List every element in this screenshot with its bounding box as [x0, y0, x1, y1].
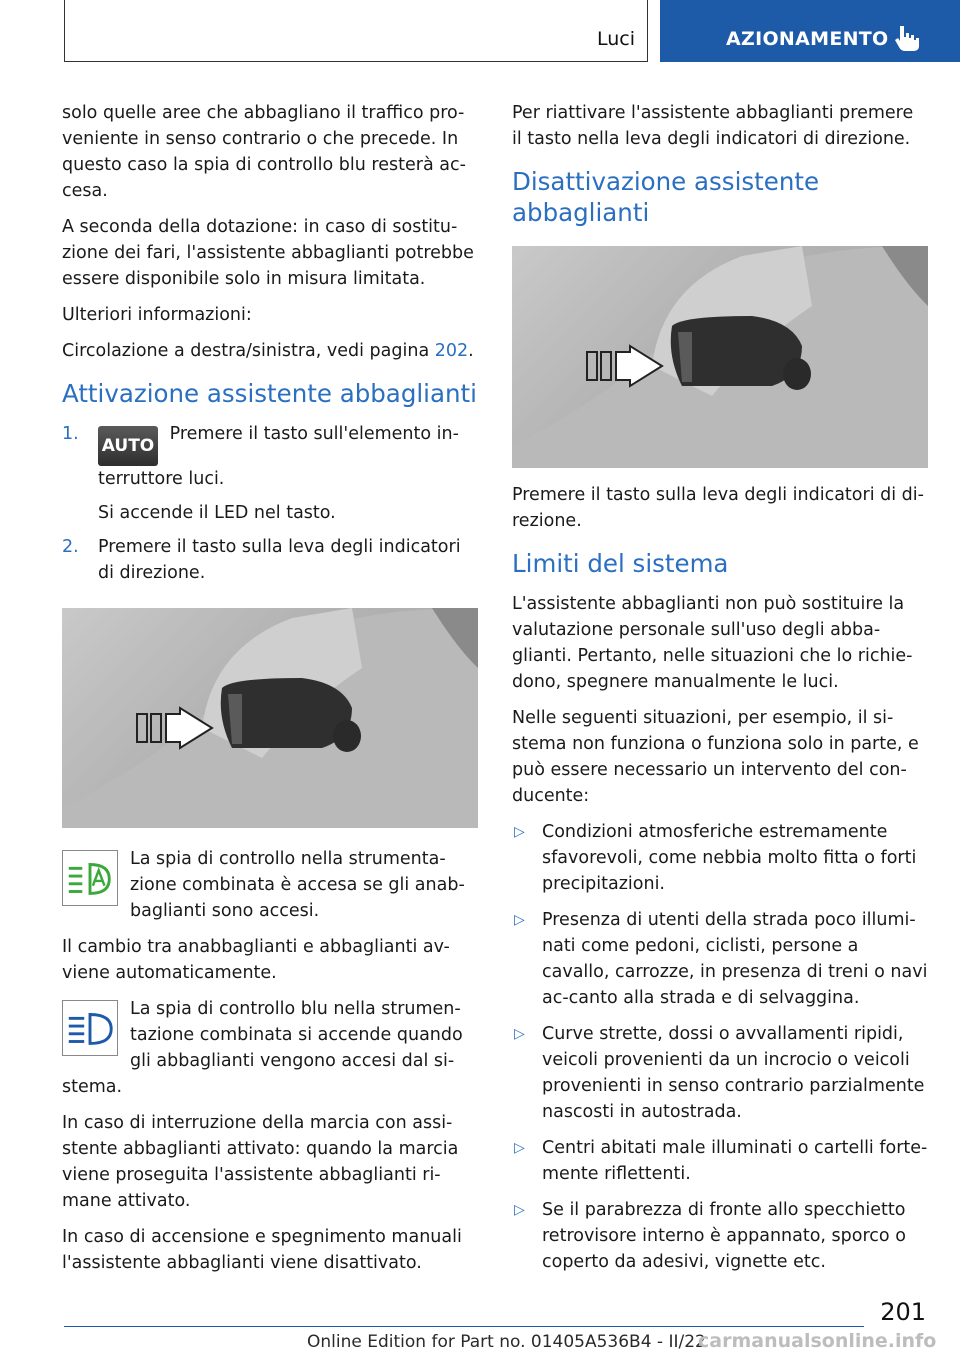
lever-illustration-graphic: [62, 608, 478, 828]
paragraph: L'assistente abbaglianti non può sostituire la valutazione personale sull'uso degli abba-glianti. Pertanto, nelle situazioni che lo richie-dono, spegnere manualmente le luci.: [512, 594, 913, 692]
paragraph-end: .: [468, 341, 474, 361]
paragraph: In caso di interruzione della marcia con assi-stente abbaglianti attivato: quando la marcia viene proseguita l'assistente abbaglianti ri-mane attivato.: [62, 1113, 459, 1211]
triangle-right-icon: ▷: [514, 1026, 525, 1042]
left-column: [62, 100, 478, 1286]
list-item: [512, 819, 928, 897]
indicator-note-text: La spia di controllo blu nella strumen-tazione combinata si accende quando gli abbaglianti vengono accesi dal si-stema.: [62, 999, 463, 1097]
list-item-text: Presenza di utenti della strada poco illumi-nati come pedoni, ciclisti, persone a cavallo, carrozze, in presenza di treni o navi ac-canto alla strada e di selvaggina.: [542, 910, 928, 1008]
step-1: [62, 421, 478, 526]
triangle-right-icon: ▷: [514, 1140, 525, 1156]
list-item-text: Curve strette, dossi o avvallamenti ripidi, veicoli provenienti da un incrocio o veicoli provenienti in senso contrario parzialmente nascosti in autostrada.: [542, 1024, 925, 1122]
list-item-text: Condizioni atmosferiche estremamente sfavorevoli, come nebbia molto fitta o forti precipitazioni.: [542, 822, 917, 894]
lever-illustration-graphic: [512, 246, 928, 468]
paragraph: Premere il tasto sulla leva degli indicatori di di-rezione.: [512, 485, 924, 531]
paragraph-text: Circolazione a destra/sinistra, vedi pagina: [62, 341, 435, 361]
step-number: 2.: [62, 537, 79, 557]
high-beam-indicator-icon: [62, 1000, 118, 1056]
triangle-right-icon: ▷: [514, 1202, 525, 1218]
footer-watermark: carmanualsonline.info: [698, 1330, 937, 1352]
header-chapter-tab: [660, 0, 960, 62]
heading-limiti: Limiti del sistema: [512, 549, 729, 578]
step-text: Premere il tasto sulla leva degli indicatori di direzione.: [98, 537, 461, 583]
paragraph: A seconda della dotazione: in caso di sostitu-zione dei fari, l'assistente abbaglianti potrebbe essere disponibile solo in misura limitata.: [62, 217, 474, 289]
triangle-right-icon: ▷: [514, 824, 525, 840]
lever-illustration: [62, 608, 478, 828]
list-item-text: Centri abitati male illuminati o cartelli forte-mente riflettenti.: [542, 1138, 928, 1184]
list-item: [512, 1021, 928, 1125]
paragraph: solo quelle aree che abbagliano il traffico pro-veniente in senso contrario o che precede. In questo caso la spia di controllo blu resterà ac-cesa.: [62, 103, 466, 201]
header-section-title: Luci: [596, 28, 635, 50]
step-subtext: Si accende il LED nel tasto.: [98, 503, 336, 523]
page-number: 201: [880, 1298, 926, 1326]
indicator-note-1: [62, 846, 478, 924]
step-2: [62, 534, 478, 586]
paragraph: Ulteriori informazioni:: [62, 305, 252, 325]
footer-divider: [64, 1326, 864, 1327]
step-number: 1.: [62, 424, 79, 444]
header-chapter-title: AZIONAMENTO: [726, 28, 889, 50]
heading-disattivazione: Disattivazione assistente abbaglianti: [512, 167, 820, 227]
step-text: Premere il tasto sull'elemento in-terruttore luci.: [98, 424, 459, 489]
bullet-list: [512, 819, 928, 1275]
indicator-note-2: [62, 996, 478, 1100]
paragraph: Nelle seguenti situazioni, per esempio, il si-stema non funziona o funziona solo in parte, e può essere necessario un intervento del con-ducente:: [512, 708, 919, 806]
paragraph: Il cambio tra anabbaglianti e abbaglianti av-viene automaticamente.: [62, 937, 450, 983]
page-link[interactable]: 202: [434, 341, 469, 361]
indicator-note-text: La spia di controllo nella strumenta-zione combinata è accesa se gli anab-baglianti sono accesi.: [130, 849, 465, 921]
auto-button-icon: AUTO: [98, 426, 158, 466]
triangle-right-icon: ▷: [514, 912, 525, 928]
list-item: [512, 1135, 928, 1187]
list-item: [512, 1197, 928, 1275]
right-column: [512, 100, 928, 1285]
paragraph: Per riattivare l'assistente abbaglianti premere il tasto nella leva degli indicatori di direzione.: [512, 103, 914, 149]
header-section-box: [64, 0, 648, 62]
list-item: [512, 907, 928, 1011]
list-item-text: Se il parabrezza di fronte allo specchietto retrovisore interno è appannato, sporco o coperto da adesivi, vignette etc.: [542, 1200, 906, 1272]
heading-attivazione: Attivazione assistente abbaglianti: [62, 379, 477, 408]
paragraph: In caso di accensione e spegnimento manuali l'assistente abbaglianti viene disattivato.: [62, 1227, 462, 1273]
hand-pointer-icon: [894, 24, 920, 52]
footer-edition: Online Edition for Part no. 01405A536B4 - II/22: [307, 1332, 706, 1352]
auto-high-beam-indicator-icon: [62, 850, 118, 906]
paragraph-with-link: [62, 338, 478, 364]
lever-illustration-2: [512, 246, 928, 468]
